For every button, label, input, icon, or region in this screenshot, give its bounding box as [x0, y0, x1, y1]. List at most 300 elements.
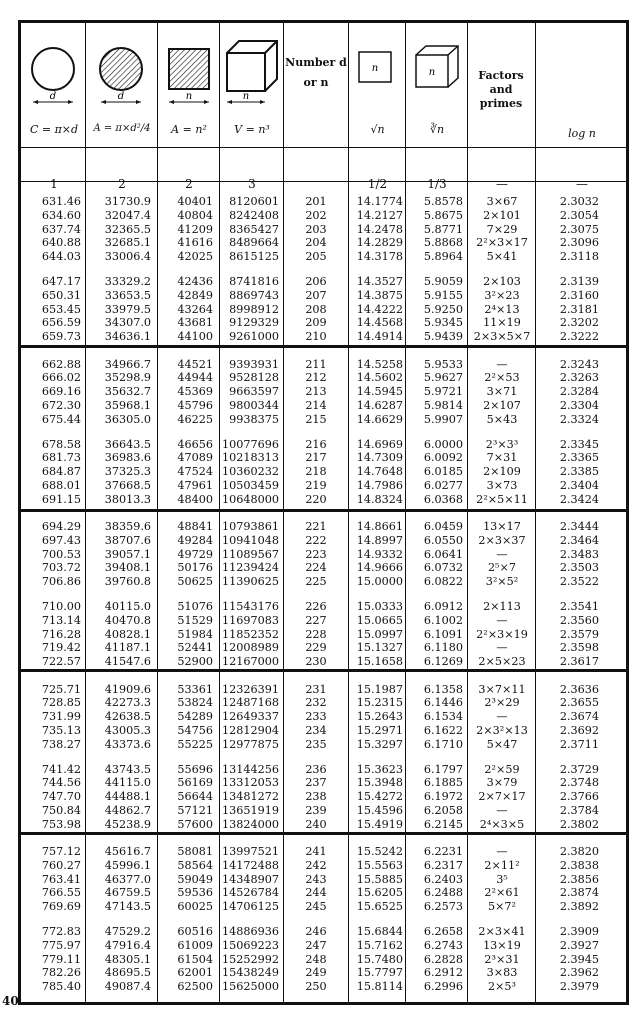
square-cell: 42849: [177, 288, 213, 302]
cbrt-cell: 5.8964: [423, 250, 463, 264]
circumference-cell: 688.01: [41, 478, 81, 492]
number-cell: 218: [305, 465, 327, 479]
cube-cell: 9938375: [229, 412, 279, 426]
table-row: [21, 710, 626, 724]
number-cell: 213: [305, 385, 327, 399]
table-row: [21, 250, 626, 264]
log-cell: 2.3674: [559, 710, 599, 724]
table-row: [21, 738, 626, 752]
index-cell: 3: [248, 177, 256, 191]
table-row: [21, 776, 626, 790]
cbrt-cell: 6.2828: [423, 952, 463, 966]
table-row: [21, 413, 626, 427]
table-row: [21, 696, 626, 710]
table-row: [21, 548, 626, 562]
log-cell: 2.3324: [559, 412, 599, 426]
circumference-cell: 747.70: [41, 790, 81, 804]
square-cell: 40804: [177, 208, 213, 222]
log-cell: 2.3284: [559, 385, 599, 399]
number-cell: 230: [305, 655, 327, 669]
sqrt-cell: 14.6969: [356, 437, 403, 451]
cbrt-cell: 6.2145: [423, 817, 463, 831]
square-cell: 48841: [177, 520, 213, 533]
table-row: [21, 371, 626, 385]
cbrt-cell: 6.1446: [423, 696, 463, 710]
area-circle-cell: 32685.1: [104, 236, 151, 250]
sqrt-cell: 14.5602: [356, 371, 403, 385]
number-cell: 226: [305, 600, 327, 613]
log-cell: 2.3385: [559, 465, 599, 479]
cube-cell: 12167000: [222, 655, 279, 669]
circumference-cell: 706.86: [41, 575, 81, 589]
number-cell: 242: [305, 858, 327, 872]
square-cell: 56644: [177, 790, 213, 804]
number-cell: 221: [305, 520, 327, 533]
circumference-cell: 750.84: [41, 803, 81, 817]
number-cell: 227: [305, 613, 327, 627]
log-cell: 2.3118: [559, 250, 599, 264]
cbrt-cell: 6.1002: [423, 613, 463, 627]
cbrt-cell: 6.2403: [423, 872, 463, 886]
cbrt-cell: 6.2488: [423, 886, 463, 900]
index-cell: 1/3: [427, 177, 447, 191]
cube-cell: 9129329: [229, 316, 279, 330]
cube-cell: 11089567: [222, 547, 279, 561]
circumference-cell: 728.85: [41, 696, 81, 710]
square-cell: 57121: [177, 803, 213, 817]
sqrt-cell: 14.8997: [356, 533, 403, 547]
factors-cell: 2³×3³: [485, 437, 519, 451]
cube-cell: 14526784: [222, 886, 279, 900]
factors-cell: 2³×29: [484, 696, 520, 710]
cube-cell: 11390625: [222, 575, 279, 589]
square-cell: 54289: [177, 710, 213, 724]
cube-cell: 13481272: [222, 790, 279, 804]
sqrt-cell: 15.2315: [356, 696, 403, 710]
factors-cell: 2⁵×7: [487, 561, 517, 575]
table-row: [21, 724, 626, 738]
number-cell: 249: [305, 966, 327, 980]
table-row: [21, 195, 626, 209]
table-row: [21, 479, 626, 493]
table-row: [21, 628, 626, 642]
table-row: [21, 790, 626, 804]
area-circle-cell: 42273.3: [104, 696, 151, 710]
factors-cell: 2×107: [483, 398, 521, 412]
cbrt-cell: 5.9250: [423, 302, 463, 316]
cbrt-cell: 6.2912: [423, 966, 463, 980]
circumference-cell: 710.00: [41, 600, 81, 613]
square-cell: 61009: [177, 938, 213, 952]
sqrt-cell: 15.5242: [356, 845, 403, 858]
log-cell: 2.3404: [559, 478, 599, 492]
header-number: Number d or n: [285, 56, 347, 89]
square-cell: 51529: [177, 613, 213, 627]
circumference-cell: 713.14: [41, 613, 81, 627]
area-circle-cell: 39760.8: [104, 575, 151, 589]
sqrt-cell: 14.3875: [356, 288, 403, 302]
cbrt-cell: 6.1358: [423, 682, 463, 696]
cube-cell: 11697083: [222, 613, 279, 627]
cbrt-cell: 6.0185: [423, 465, 463, 479]
cube-cell: 10941048: [222, 533, 279, 547]
number-cell: 220: [305, 492, 327, 506]
cube-cell: 13824000: [222, 817, 279, 831]
circumference-cell: 716.28: [41, 627, 81, 641]
side-label: n: [371, 63, 379, 74]
circumference-cell: 681.73: [41, 451, 81, 465]
log-cell: 2.3444: [559, 520, 599, 533]
number-cell: 206: [305, 275, 327, 288]
factors-cell: 5×47: [486, 737, 518, 751]
square-cell: 42436: [177, 275, 213, 288]
circumference-cell: 719.42: [41, 641, 81, 655]
number-cell: 228: [305, 627, 327, 641]
area-circle-cell: 44488.1: [104, 790, 151, 804]
log-cell: 2.3945: [559, 952, 599, 966]
circumference-cell: 656.59: [41, 316, 81, 330]
factors-cell: 2×3×5×7: [473, 330, 531, 344]
number-cell: 232: [305, 696, 327, 710]
factors-cell: 3×71: [486, 385, 518, 399]
factors-cell: 3×73: [486, 478, 518, 492]
cbrt-cell: 6.0641: [423, 547, 463, 561]
number-cell: 237: [305, 776, 327, 790]
header-rule: [21, 147, 626, 148]
circumference-cell: 785.40: [41, 980, 81, 994]
log-cell: 2.3263: [559, 371, 599, 385]
cube-cell: 12487168: [222, 696, 279, 710]
cbrt-cell: 6.1534: [423, 710, 463, 724]
square-cell: 41209: [177, 222, 213, 236]
square-cell: 49284: [177, 533, 213, 547]
square-cell: 45796: [177, 398, 213, 412]
log-cell: 2.3909: [559, 925, 599, 938]
index-cell: 2: [185, 177, 193, 191]
cube-cell: 8741816: [229, 275, 279, 288]
log-cell: 2.3711: [559, 737, 599, 751]
circumference-cell: 640.88: [41, 236, 81, 250]
side-label: n: [185, 91, 193, 102]
side-label: n: [428, 67, 436, 78]
cube-cell: 15625000: [222, 980, 279, 994]
table-row: [21, 534, 626, 548]
header-area-circle: A = π×d²/4: [93, 123, 151, 134]
cbrt-cell: 6.2743: [423, 938, 463, 952]
cube-cell: 15438249: [222, 966, 279, 980]
diameter-label: d: [49, 91, 57, 102]
factors-cell: 2×109: [483, 465, 521, 479]
sqrt-cell: 14.7309: [356, 451, 403, 465]
table-row: [21, 818, 626, 832]
table-row: [21, 900, 626, 914]
square-cell: 42025: [177, 250, 213, 264]
factors-cell: 5×41: [486, 250, 518, 264]
log-cell: 2.3345: [559, 437, 599, 451]
cbrt-cell: 6.2573: [423, 900, 463, 914]
number-cell: 222: [305, 533, 327, 547]
circumference-cell: 772.83: [41, 925, 81, 938]
square-cell: 61504: [177, 952, 213, 966]
log-cell: 2.3636: [559, 682, 599, 696]
factors-cell: 7×31: [486, 451, 518, 465]
circumference-cell: 650.31: [41, 288, 81, 302]
sqrt-cell: 15.6844: [356, 925, 403, 938]
sqrt-cell: 14.8661: [356, 520, 403, 533]
number-cell: 202: [305, 208, 327, 222]
cube-icon: [223, 37, 281, 107]
sqrt-cell: 15.2971: [356, 723, 403, 737]
number-cell: 214: [305, 398, 327, 412]
area-circle-cell: 43373.6: [104, 737, 151, 751]
table-row: [21, 209, 626, 223]
sqrt-cell: 15.3948: [356, 776, 403, 790]
table-row: [21, 275, 626, 289]
factors-cell: 3²×23: [484, 288, 520, 302]
square-cell: 51984: [177, 627, 213, 641]
cube-cell: 10503459: [222, 478, 279, 492]
factors-cell: 3⁵: [496, 872, 508, 886]
log-cell: 2.3748: [559, 776, 599, 790]
cube-cell: 12812904: [222, 723, 279, 737]
sqrt-cell: 14.5945: [356, 385, 403, 399]
cube-cell: 14348907: [222, 872, 279, 886]
area-circle-cell: 40470.8: [104, 613, 151, 627]
cbrt-cell: 5.9059: [423, 275, 463, 288]
sqrt-cell: 15.7797: [356, 966, 403, 980]
sqrt-cell: 15.1658: [356, 655, 403, 669]
table-row: [21, 303, 626, 317]
sqrt-cell: 14.9332: [356, 547, 403, 561]
circumference-cell: 678.58: [41, 437, 81, 451]
square-cell: 59049: [177, 872, 213, 886]
cbrt-cell: 6.0000: [423, 437, 463, 451]
sqrt-cell: 15.0000: [356, 575, 403, 589]
cbrt-cell: 5.9814: [423, 398, 463, 412]
cube-cell: 14886936: [222, 925, 279, 938]
circumference-cell: 735.13: [41, 723, 81, 737]
square-cell: 53361: [177, 682, 213, 696]
number-cell: 216: [305, 437, 327, 451]
cbrt-cell: 5.9907: [423, 412, 463, 426]
cube-cell: 10793861: [222, 520, 279, 533]
sqrt-cell: 14.1774: [356, 195, 403, 208]
cube-cell: 13144256: [222, 762, 279, 776]
sqrt-cell: 15.6525: [356, 900, 403, 914]
sqrt-cell: 15.4272: [356, 790, 403, 804]
number-cell: 240: [305, 817, 327, 831]
number-cell: 235: [305, 737, 327, 751]
square-cell: 55225: [177, 737, 213, 751]
area-circle-cell: 47529.2: [104, 925, 151, 938]
circumference-cell: 744.56: [41, 776, 81, 790]
circumference-cell: 675.44: [41, 412, 81, 426]
factors-cell: 3²×5²: [485, 575, 519, 589]
circumference-cell: 662.88: [41, 357, 81, 371]
cbrt-cell: 6.0912: [423, 600, 463, 613]
log-cell: 2.3820: [559, 845, 599, 858]
block-rule: [21, 509, 626, 512]
cbrt-cell: 5.9721: [423, 385, 463, 399]
circumference-cell: 653.45: [41, 302, 81, 316]
area-circle-cell: 36983.6: [104, 451, 151, 465]
circumference-cell: 753.98: [41, 817, 81, 831]
area-circle-cell: 38013.3: [104, 492, 151, 506]
cbrt-cell: 6.2231: [423, 845, 463, 858]
header-factors: Factors and primes: [478, 69, 524, 110]
index-cell: 1/2: [367, 177, 388, 191]
area-circle-cell: 37325.3: [104, 465, 151, 479]
cube-cell: 13997521: [222, 845, 279, 858]
log-cell: 2.3160: [559, 288, 599, 302]
circumference-cell: 672.30: [41, 398, 81, 412]
sqrt-cell: 14.7986: [356, 478, 403, 492]
cbrt-cell: 6.2996: [423, 980, 463, 994]
square-cell: 41616: [177, 236, 213, 250]
sqrt-cell: 14.8324: [356, 492, 403, 506]
block-rule: [21, 832, 626, 835]
log-cell: 2.3802: [559, 817, 599, 831]
cbrt-cell: 6.1885: [423, 776, 463, 790]
area-circle-cell: 38707.6: [104, 533, 151, 547]
sqrt-cell: 14.4222: [356, 302, 403, 316]
number-cell: 245: [305, 900, 327, 914]
number-cell: 215: [305, 412, 327, 426]
factors-cell: 11×19: [483, 316, 521, 330]
square-cell: 59536: [177, 886, 213, 900]
square-cell: 52441: [177, 641, 213, 655]
number-cell: 212: [305, 371, 327, 385]
cbrt-cell: 5.9439: [423, 330, 463, 344]
cube-cell: 8489664: [229, 236, 279, 250]
number-cell: 238: [305, 790, 327, 804]
square-cell: 47961: [177, 478, 213, 492]
square-cell: 62001: [177, 966, 213, 980]
cbrt-cell: 6.1972: [423, 790, 463, 804]
cbrt-cell: 5.8868: [423, 236, 463, 250]
factors-cell: —: [496, 710, 508, 724]
cbrt-cell: 5.9627: [423, 371, 463, 385]
header-log: log n: [568, 127, 596, 140]
cube-cell: 9261000: [229, 330, 279, 344]
cube-cell: 10077696: [222, 437, 279, 451]
cube-cell: 8120601: [229, 195, 279, 208]
number-cell: 210: [305, 330, 327, 344]
area-circle-cell: 47916.4: [104, 938, 151, 952]
cube-cell: 11239424: [222, 561, 279, 575]
square-cell: 48400: [177, 492, 213, 506]
cbrt-cell: 6.0368: [423, 492, 463, 506]
area-circle-cell: 46759.5: [104, 886, 151, 900]
cube-cell: 14706125: [222, 900, 279, 914]
square-cell: 62500: [177, 980, 213, 994]
table-row: [21, 859, 626, 873]
area-circle-cell: 48695.5: [104, 966, 151, 980]
log-cell: 2.3541: [559, 600, 599, 613]
page-number: 40: [2, 994, 19, 1008]
cube-cell: 8242408: [229, 208, 279, 222]
cube-cell: 12326391: [222, 682, 279, 696]
log-cell: 2.3222: [559, 330, 599, 344]
table-row: [21, 600, 626, 614]
cbrt-cell: 6.1091: [423, 627, 463, 641]
hatched-square-icon: [161, 39, 217, 107]
sqrt-cell: 15.1987: [356, 682, 403, 696]
sqrt-cell: 15.5885: [356, 872, 403, 886]
table-row: [21, 641, 626, 655]
header-area-square: A = n²: [171, 123, 207, 136]
square-cell: 52900: [177, 655, 213, 669]
sqrt-cell: 14.2829: [356, 236, 403, 250]
number-cell: 229: [305, 641, 327, 655]
factors-cell: —: [496, 845, 508, 858]
number-cell: 223: [305, 547, 327, 561]
sqrt-cell: 14.3527: [356, 275, 403, 288]
cbrt-cell: 6.1622: [423, 723, 463, 737]
log-cell: 2.3181: [559, 302, 599, 316]
circumference-cell: 769.69: [41, 900, 81, 914]
number-cell: 250: [305, 980, 327, 994]
table-row: [21, 655, 626, 669]
factors-cell: 2²×3×19: [476, 627, 528, 641]
table-row: [21, 465, 626, 479]
factors-cell: 2²×59: [484, 762, 520, 776]
log-cell: 2.3560: [559, 613, 599, 627]
table-row: [21, 925, 626, 939]
table-row: [21, 763, 626, 777]
factors-cell: 2×3×37: [478, 533, 526, 547]
table-row: [21, 358, 626, 372]
area-circle-cell: 38359.6: [104, 520, 151, 533]
sqrt-cell: 15.8114: [356, 980, 403, 994]
log-cell: 2.3483: [559, 547, 599, 561]
area-circle-cell: 33979.5: [104, 302, 151, 316]
table-row: [21, 575, 626, 589]
factors-cell: 3×7×11: [478, 682, 526, 696]
circumference-cell: 694.29: [41, 520, 81, 533]
block-rule: [21, 345, 626, 348]
factors-cell: —: [496, 613, 508, 627]
number-cell: 236: [305, 762, 327, 776]
factors-cell: 2²×5×11: [476, 492, 528, 506]
cube-cell: 12649337: [222, 710, 279, 724]
sqrt-cell: 14.2478: [356, 222, 403, 236]
table-row: [21, 873, 626, 887]
header-sqrt: √n: [370, 123, 385, 136]
cube-cell: 10648000: [222, 492, 279, 506]
number-cell: 205: [305, 250, 327, 264]
number-cell: 241: [305, 845, 327, 858]
area-circle-cell: 42638.5: [104, 710, 151, 724]
square-cell: 40401: [177, 195, 213, 208]
area-circle-cell: 33329.2: [104, 275, 151, 288]
area-circle-cell: 37668.5: [104, 478, 151, 492]
square-cell: 44100: [177, 330, 213, 344]
cbrt-cell: 5.8771: [423, 222, 463, 236]
cbrt-cell: 5.9533: [423, 357, 463, 371]
square-cell: 50625: [177, 575, 213, 589]
circumference-cell: 782.26: [41, 966, 81, 980]
table-row: [21, 886, 626, 900]
cbrt-cell: 5.9345: [423, 316, 463, 330]
table-row: [21, 316, 626, 330]
log-cell: 2.3424: [559, 492, 599, 506]
log-cell: 2.3979: [559, 980, 599, 994]
log-cell: 2.3655: [559, 696, 599, 710]
sqrt-cell: 14.6287: [356, 398, 403, 412]
factors-cell: 2×7×17: [478, 790, 526, 804]
square-cell: 50176: [177, 561, 213, 575]
